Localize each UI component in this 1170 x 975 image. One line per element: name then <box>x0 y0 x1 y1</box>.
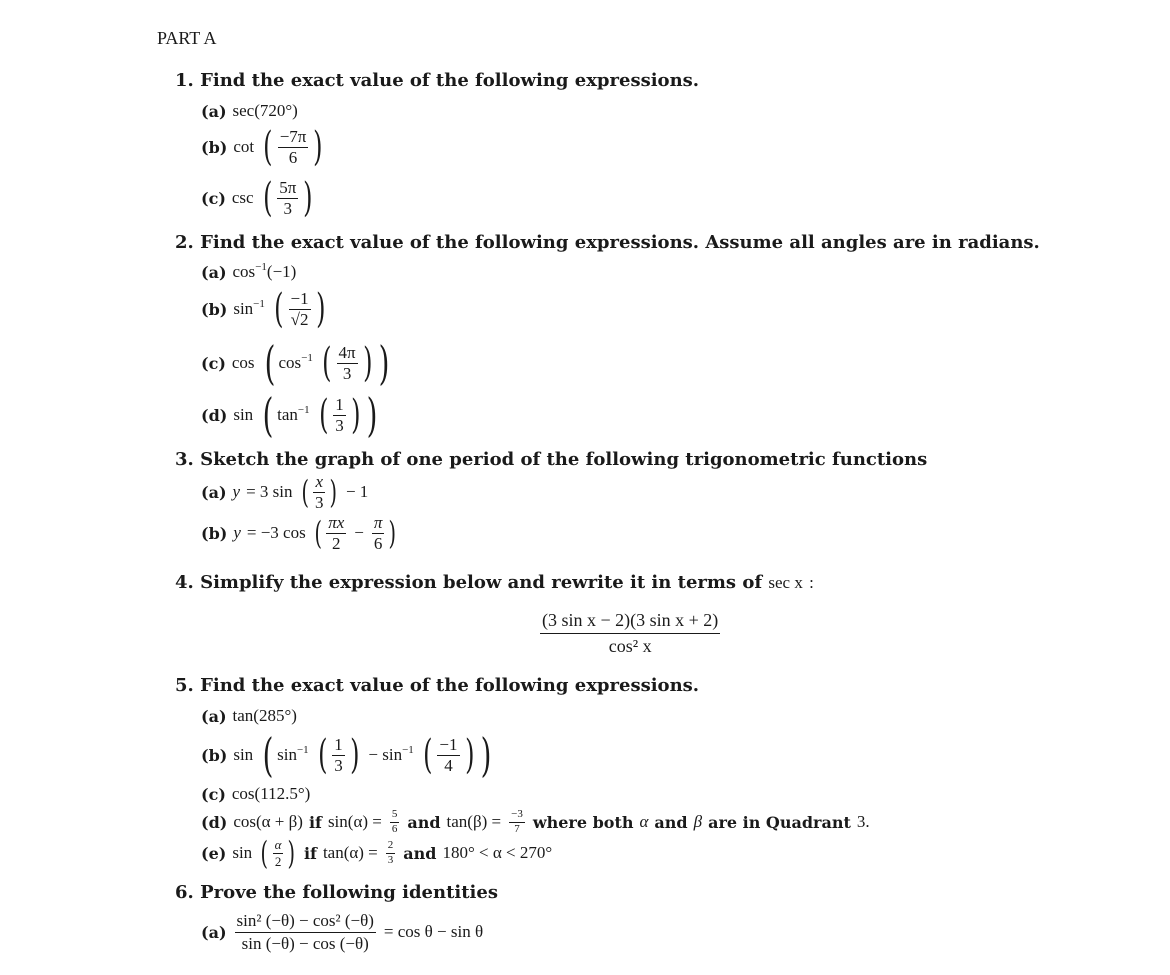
right-paren: ) <box>329 473 338 512</box>
denominator: 2 <box>274 853 282 869</box>
exponent: −1 <box>253 298 265 310</box>
denominator: sin (−θ) − cos (−θ) <box>241 933 369 953</box>
q5-part-a <box>201 706 297 726</box>
question-text: Prove the following identities <box>200 882 498 903</box>
right-paren: ) <box>313 124 323 170</box>
question-text: Find the exact value of the following expressions. <box>200 675 700 696</box>
numerator: π <box>373 513 383 532</box>
fraction-2 <box>372 514 385 553</box>
right-paren: ) <box>303 175 313 221</box>
exponent: −1 <box>255 261 267 273</box>
q5-part-b <box>201 728 495 782</box>
question-number: 6. <box>175 882 194 903</box>
function-name: cos <box>232 262 256 281</box>
question-3 <box>175 449 927 470</box>
denominator: 3 <box>387 853 394 866</box>
numerator: 2 <box>386 840 396 854</box>
numerator: 5π <box>279 177 297 197</box>
q2-part-b <box>201 286 328 332</box>
alpha-symbol: α <box>639 812 649 832</box>
part-label: (a) <box>201 262 227 282</box>
part-label: (b) <box>201 137 228 157</box>
right-hand-side: = cos θ − sin θ <box>383 922 484 942</box>
sin-condition: sin(α) = <box>327 812 382 832</box>
fraction <box>277 179 298 218</box>
denominator: 3 <box>342 363 352 383</box>
argument: (−1) <box>266 262 297 281</box>
part-label: (a) <box>201 482 227 502</box>
q1-part-b <box>201 124 326 170</box>
exponent: −1 <box>296 744 309 756</box>
question-text: Find the exact value of the following expressions. <box>200 70 700 91</box>
right-paren: ) <box>464 732 475 778</box>
part-label: (b) <box>201 745 228 765</box>
word-if: if <box>303 843 317 863</box>
question-2 <box>175 232 1040 253</box>
left-paren: ( <box>422 732 433 778</box>
fraction <box>278 128 309 167</box>
question-number: 5. <box>175 675 194 696</box>
denominator: √2 <box>290 309 309 329</box>
expression: sec(720°) <box>232 101 298 120</box>
tan-condition: tan(α) = <box>322 843 378 862</box>
question-text: Sketch the graph of one period of the following trigonometric functions <box>200 449 928 470</box>
right-paren: ) <box>388 514 397 553</box>
outer-function: sin <box>233 745 254 764</box>
expression <box>233 262 297 282</box>
q1-part-a <box>201 101 298 121</box>
left-paren: ( <box>322 340 332 386</box>
fraction-sin <box>390 809 400 835</box>
exponent: −1 <box>402 744 414 756</box>
function-label: cos <box>278 353 302 372</box>
word-where: where both <box>532 812 634 832</box>
question-1 <box>175 70 699 91</box>
q3-part-a <box>201 473 368 512</box>
expression: cos(α + β) <box>233 812 303 832</box>
word-and: and <box>407 812 441 832</box>
numerator: −7π <box>279 126 307 146</box>
part-label: (d) <box>201 812 228 832</box>
equation-part: = −3 cos <box>246 523 306 543</box>
fraction <box>337 344 358 383</box>
question-number: 2. <box>175 232 194 253</box>
right-paren: ) <box>350 392 361 438</box>
right-paren: ) <box>315 286 326 332</box>
left-paren: ( <box>317 732 328 778</box>
denominator: cos² x <box>608 635 652 656</box>
question-number: 1. <box>175 70 194 91</box>
denominator: 3 <box>314 492 324 512</box>
function-name: csc <box>231 188 254 207</box>
right-paren: ) <box>349 732 360 778</box>
q5-part-e <box>201 834 553 872</box>
q3-part-b <box>201 514 399 553</box>
word-and: and <box>654 812 688 832</box>
function-name <box>233 299 265 319</box>
right-paren: ) <box>287 834 296 872</box>
left-paren: ( <box>263 124 273 170</box>
beta-symbol: β <box>693 812 703 832</box>
numerator: 1 <box>334 734 343 754</box>
denominator: 3 <box>283 198 293 218</box>
minus-sign: − <box>354 523 364 543</box>
part-label: (c) <box>201 784 226 804</box>
fraction-2 <box>437 736 459 775</box>
fraction <box>333 396 346 435</box>
q5-part-c <box>201 784 310 804</box>
numerator: −1 <box>439 734 458 754</box>
denominator: 7 <box>514 822 520 835</box>
expression: cos(112.5°) <box>231 784 311 803</box>
inline-math: sec x <box>768 573 803 592</box>
right-paren-outer: ) <box>366 388 378 442</box>
numerator: x <box>315 472 323 491</box>
question-5 <box>175 675 699 696</box>
denominator: 4 <box>444 755 453 775</box>
question-4 <box>175 572 814 593</box>
numerator: −1 <box>290 288 309 308</box>
inner-function <box>277 405 310 425</box>
left-paren: ( <box>318 392 329 438</box>
numerator: 4π <box>338 342 356 362</box>
tan-condition: tan(β) = <box>446 812 502 832</box>
left-paren: ( <box>274 286 284 332</box>
right-paren-outer: ) <box>378 336 390 390</box>
fraction <box>289 290 311 329</box>
question-number: 3. <box>175 449 194 470</box>
part-label: (b) <box>201 523 228 543</box>
part-label: (d) <box>201 405 228 425</box>
numerator: α <box>274 836 282 852</box>
exponent: −1 <box>301 352 313 364</box>
denominator: 3 <box>334 755 343 775</box>
left-paren-outer: ( <box>262 728 274 782</box>
fraction <box>540 611 720 656</box>
left-paren-outer: ( <box>264 336 275 390</box>
colon: : <box>809 573 814 592</box>
angle-range: 180° < α < 270° <box>442 843 553 862</box>
fraction-tan <box>509 809 525 835</box>
function-label: − sin <box>368 745 403 764</box>
fraction-tan <box>386 840 396 866</box>
fraction <box>313 473 326 512</box>
denominator: 6 <box>373 533 383 553</box>
inner-function <box>279 353 313 373</box>
expression: tan(285°) <box>232 706 297 725</box>
part-label: (e) <box>201 843 227 863</box>
left-paren: ( <box>314 514 322 553</box>
denominator: 6 <box>288 147 298 167</box>
quadrant-text: are in Quadrant <box>708 812 851 832</box>
numerator: 1 <box>335 394 344 414</box>
function-label: tan <box>277 405 298 424</box>
q2-part-d <box>201 388 381 442</box>
left-paren: ( <box>300 473 309 512</box>
function-name: sin <box>232 843 253 862</box>
numerator: πx <box>328 513 345 532</box>
page-heading: PART A <box>157 28 217 48</box>
question-6 <box>175 882 498 903</box>
fraction-1 <box>326 514 346 553</box>
part-label: (a) <box>201 922 227 942</box>
fraction <box>273 838 284 868</box>
outer-function: sin <box>233 405 254 424</box>
right-paren-outer: ) <box>480 728 492 782</box>
left-paren: ( <box>260 834 269 872</box>
denominator: 6 <box>391 822 398 835</box>
q2-part-a <box>201 262 296 282</box>
q2-part-c <box>201 336 393 390</box>
exponent: −1 <box>297 404 310 416</box>
q6-part-a <box>201 912 483 953</box>
part-label: (b) <box>201 299 228 319</box>
question-number: 4. <box>175 572 194 593</box>
denominator: 3 <box>335 415 344 435</box>
numerator: sin² (−θ) − cos² (−θ) <box>235 912 376 933</box>
part-label: (c) <box>201 188 226 208</box>
equation-part: = 3 sin <box>246 482 293 502</box>
outer-function: cos <box>231 353 255 372</box>
variable: y <box>233 523 241 543</box>
right-paren: ) <box>362 340 373 386</box>
function-name: cot <box>233 137 255 156</box>
inner-function <box>277 745 309 765</box>
left-paren-outer: ( <box>262 388 274 442</box>
numerator: (3 sin x − 2)(3 sin x + 2) <box>540 611 720 634</box>
part-label: (a) <box>201 101 227 121</box>
q1-part-c <box>201 175 316 221</box>
quadrant-number: 3. <box>856 812 870 832</box>
function-label: sin <box>277 745 297 764</box>
left-paren: ( <box>262 175 273 221</box>
equation-tail: − 1 <box>345 482 369 502</box>
question-text: Simplify the expression below and rewrite it in terms of <box>200 572 763 593</box>
word-if: if <box>308 812 322 832</box>
word-and: and <box>403 843 437 863</box>
fraction <box>235 912 376 953</box>
q4-expression <box>538 611 722 656</box>
question-text: Find the exact value of the following expressions. Assume all angles are in radians. <box>200 232 1040 253</box>
numerator: −3 <box>509 809 525 823</box>
part-label: (c) <box>201 353 226 373</box>
denominator: 2 <box>331 533 341 553</box>
inner-function-2 <box>368 745 413 765</box>
variable: y <box>232 482 241 502</box>
q5-part-d <box>201 809 870 835</box>
numerator: 5 <box>390 809 400 823</box>
part-label: (a) <box>201 706 227 726</box>
fraction-1 <box>332 736 345 775</box>
function-label: sin <box>233 299 254 318</box>
